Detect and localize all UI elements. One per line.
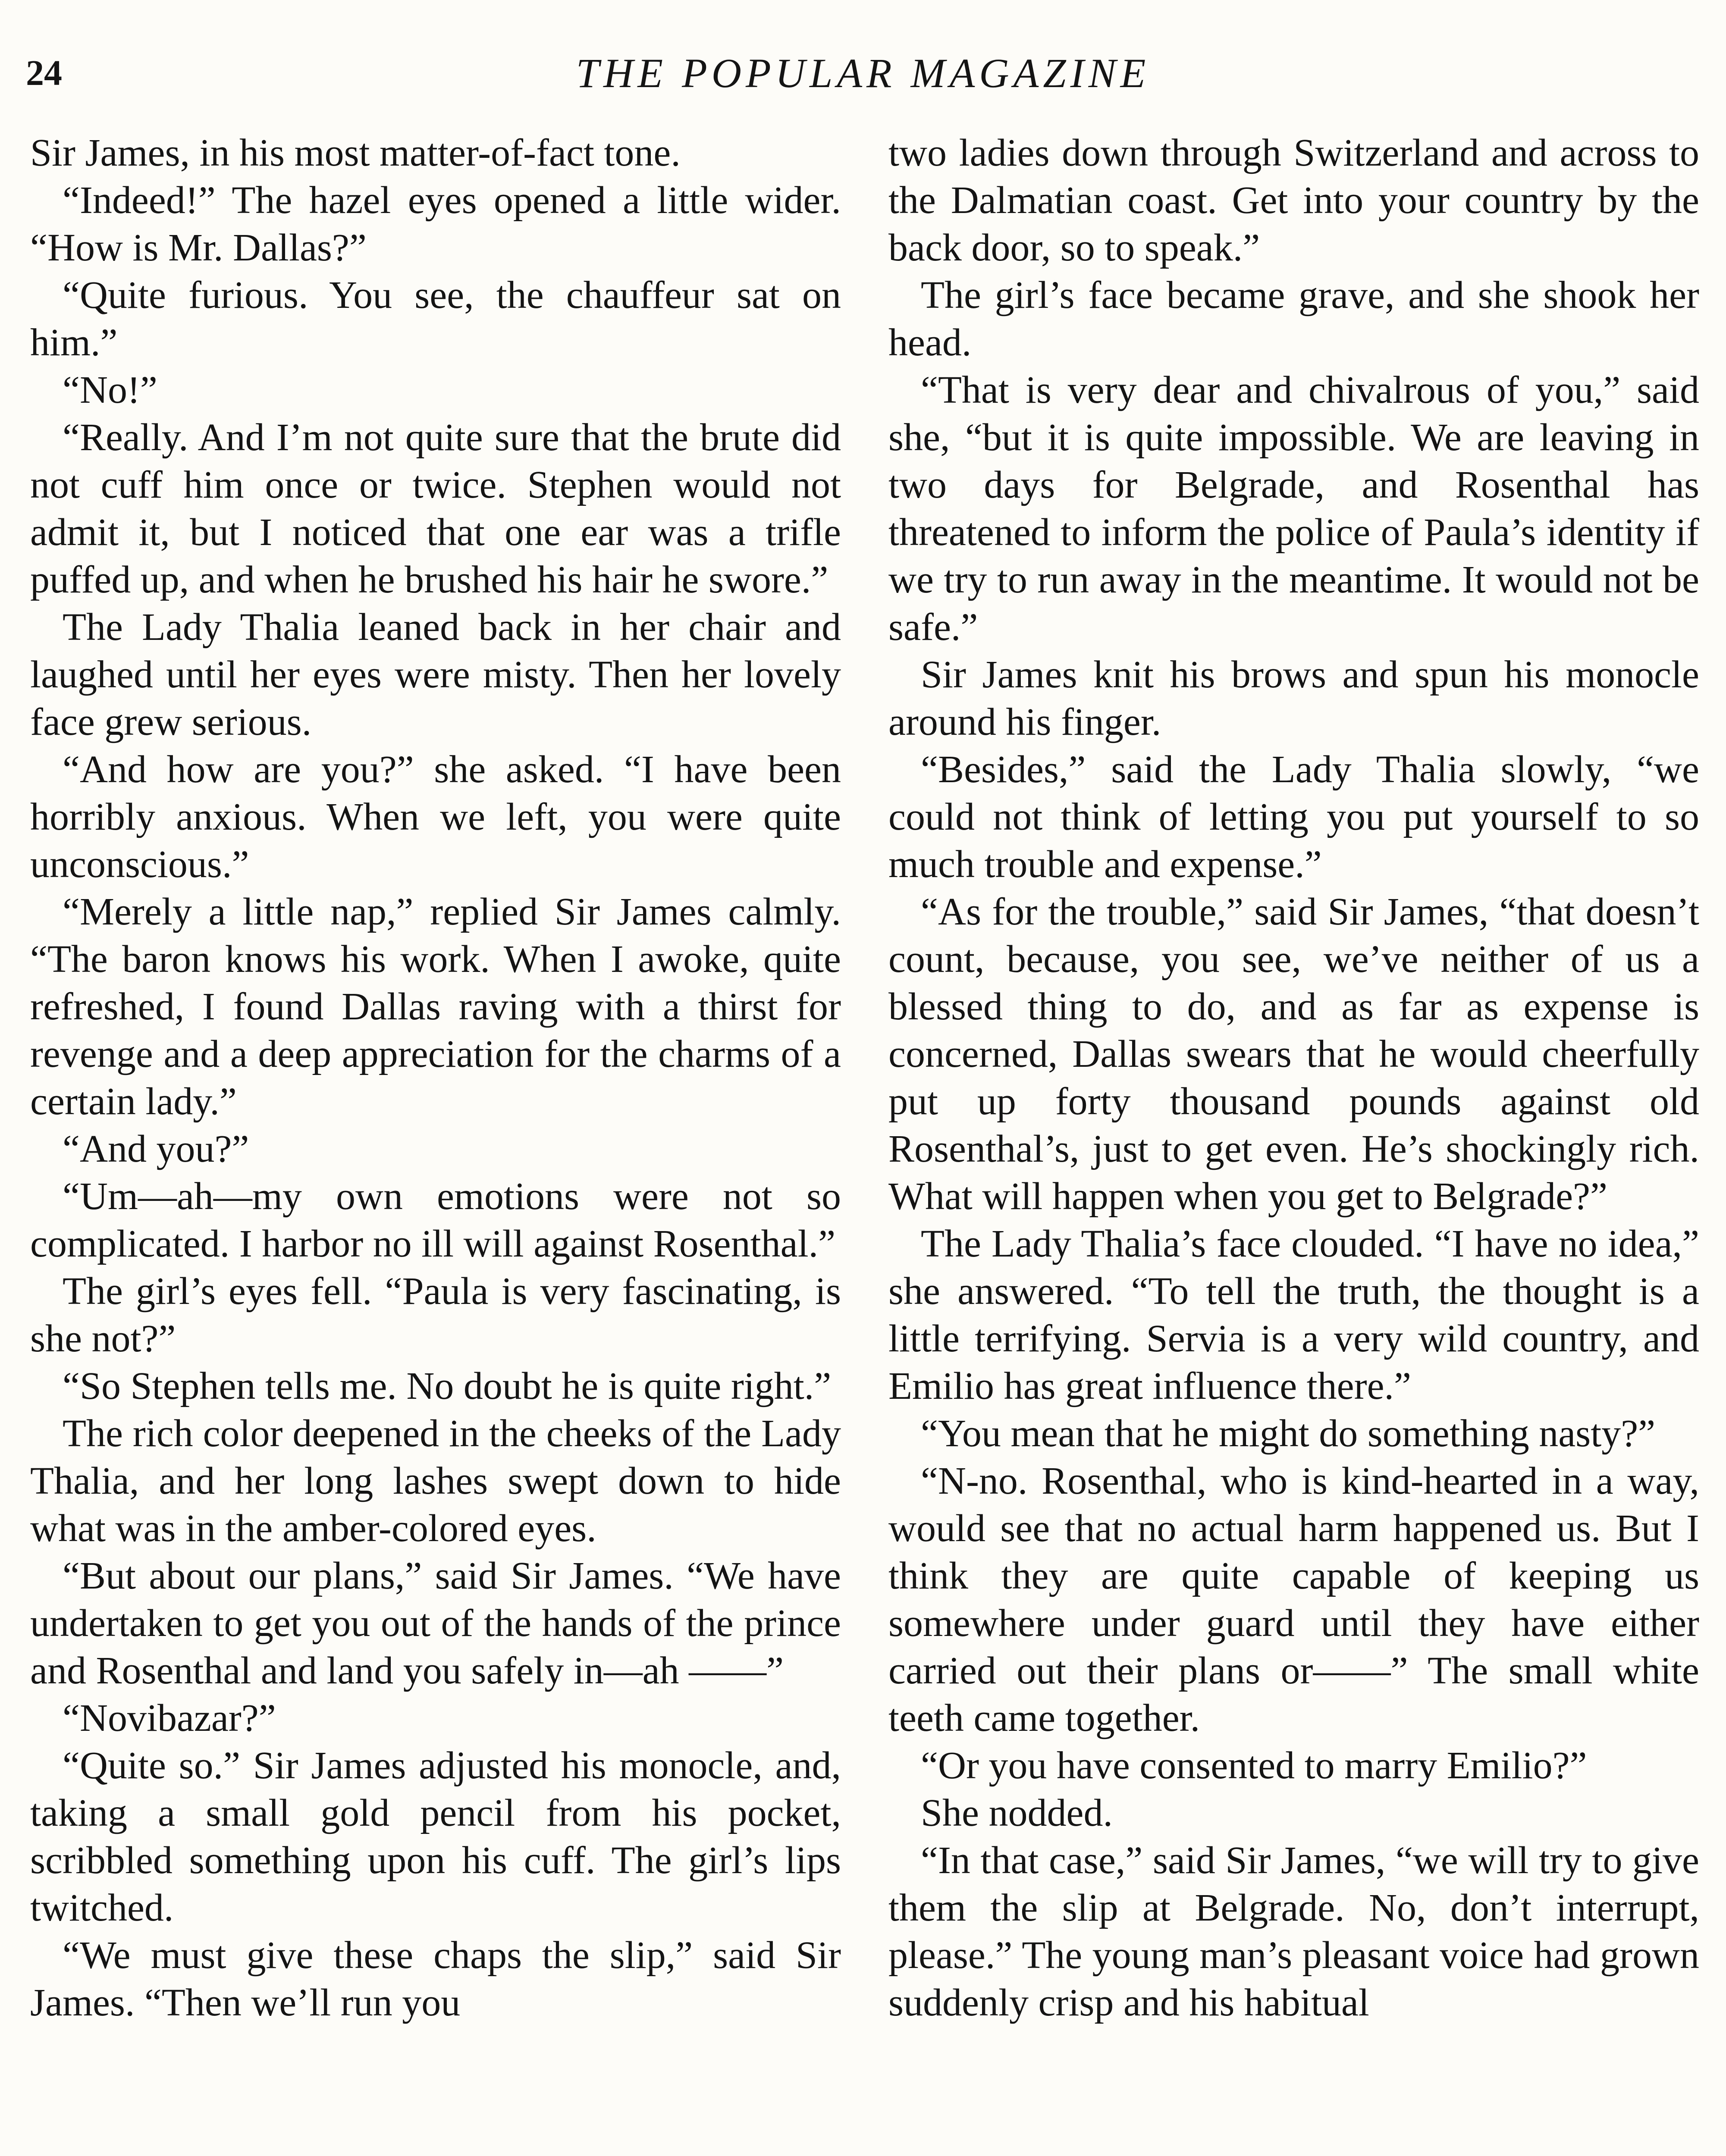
paragraph: “Really. And I’m not quite sure that the brute did not cuff him once or twice. Stephen would not admit it, but I noticed that one ear was a trifle puffed up, and when he brushed his hair he swore.” <box>30 416 841 601</box>
left-column <box>30 129 841 2027</box>
page-header <box>0 47 1726 103</box>
paragraph: She nodded. <box>921 1792 1113 1834</box>
paragraph: “As for the trouble,” said Sir James, “that doesn’t count, because, you see, we’ve neither of us a blessed thing to do, and as far as expense is concerned, Dallas swears that he would cheerfully put up forty thousand pounds against old Rosenthal’s, just to get even. He’s shockingly rich. What will happen when you get to Belgrade?” <box>888 890 1699 1218</box>
paragraph: “Quite furious. You see, the chauffeur sat on him.” <box>30 274 841 364</box>
paragraph: “And you?” <box>63 1128 249 1170</box>
paragraph: The Lady Thalia leaned back in her chair and laughed until her eyes were misty. Then her lovely face grew serious. <box>30 606 841 743</box>
paragraph: “Quite so.” Sir James adjusted his monocle, and, taking a small gold pencil from his pocket, scribbled something upon his cuff. The girl’s lips twitched. <box>30 1744 841 1929</box>
paragraph: The girl’s eyes fell. “Paula is very fascinating, is she not?” <box>30 1270 841 1360</box>
right-column <box>888 129 1699 2027</box>
running-head: THE POPULAR MAGAZINE <box>576 50 1150 96</box>
paragraph: “So Stephen tells me. No doubt he is quite right.” <box>63 1365 832 1407</box>
paragraph: “Um—ah—my own emotions were not so complicated. I harbor no ill will against Rosenthal.” <box>30 1175 841 1265</box>
paragraph: “Merely a little nap,” replied Sir James calmly. “The baron knows his work. When I awoke, quite refreshed, I found Dallas raving with a thirst for revenge and a deep appreciation for the charms of a certain lady.” <box>30 890 841 1123</box>
paragraph: “Novibazar?” <box>63 1697 276 1739</box>
paragraph: Sir James, in his most matter-of-fact tone. <box>30 132 681 174</box>
page-number: 24 <box>26 53 62 93</box>
paragraph: The Lady Thalia’s face clouded. “I have no idea,” she answered. “To tell the truth, the thought is a little terrifying. Servia is a very wild country, and Emilio has great influence there.” <box>888 1222 1699 1407</box>
paragraph: Sir James knit his brows and spun his monocle around his finger. <box>888 653 1699 743</box>
paragraph: two ladies down through Switzerland and across to the Dalmatian coast. Get into your country by the back door, so to speak.” <box>888 132 1699 269</box>
paragraph: “In that case,” said Sir James, “we will try to give them the slip at Belgrade. No, don’t interrupt, please.” The young man’s pleasant voice had grown suddenly crisp and his habitual <box>888 1839 1699 2024</box>
paragraph: “That is very dear and chivalrous of you,” said she, “but it is quite impossible. We are leaving in two days for Belgrade, and Rosenthal has threatened to inform the police of Paula’s identity if we try to run away in the meantime. It would not be safe.” <box>888 369 1699 649</box>
paragraph: The rich color deepened in the cheeks of the Lady Thalia, and her long lashes swept down to hide what was in the amber-colored eyes. <box>30 1412 841 1550</box>
paragraph: “But about our plans,” said Sir James. “We have undertaken to get you out of the hands of the prince and Rosenthal and land you safely in—ah ——” <box>30 1554 841 1692</box>
paragraph: “Besides,” said the Lady Thalia slowly, “we could not think of letting you put yourself to so much trouble and expense.” <box>888 748 1699 886</box>
paragraph: The girl’s face became grave, and she shook her head. <box>888 274 1699 364</box>
paragraph: “No!” <box>63 369 157 411</box>
paragraph: “And how are you?” she asked. “I have been horribly anxious. When we left, you were quite unconscious.” <box>30 748 841 886</box>
paragraph: “Or you have consented to marry Emilio?” <box>921 1744 1587 1787</box>
paragraph: “Indeed!” The hazel eyes opened a little wider. “How is Mr. Dallas?” <box>30 179 841 269</box>
paragraph: “You mean that he might do something nasty?” <box>921 1412 1656 1455</box>
paragraph: “N-no. Rosenthal, who is kind-hearted in a way, would see that no actual harm happened us. But I think they are quite capable of keeping us somewhere under guard until they have either carried out their plans or——” The small white teeth came together. <box>888 1460 1699 1739</box>
paragraph: “We must give these chaps the slip,” said Sir James. “Then we’ll run you <box>30 1934 841 2024</box>
